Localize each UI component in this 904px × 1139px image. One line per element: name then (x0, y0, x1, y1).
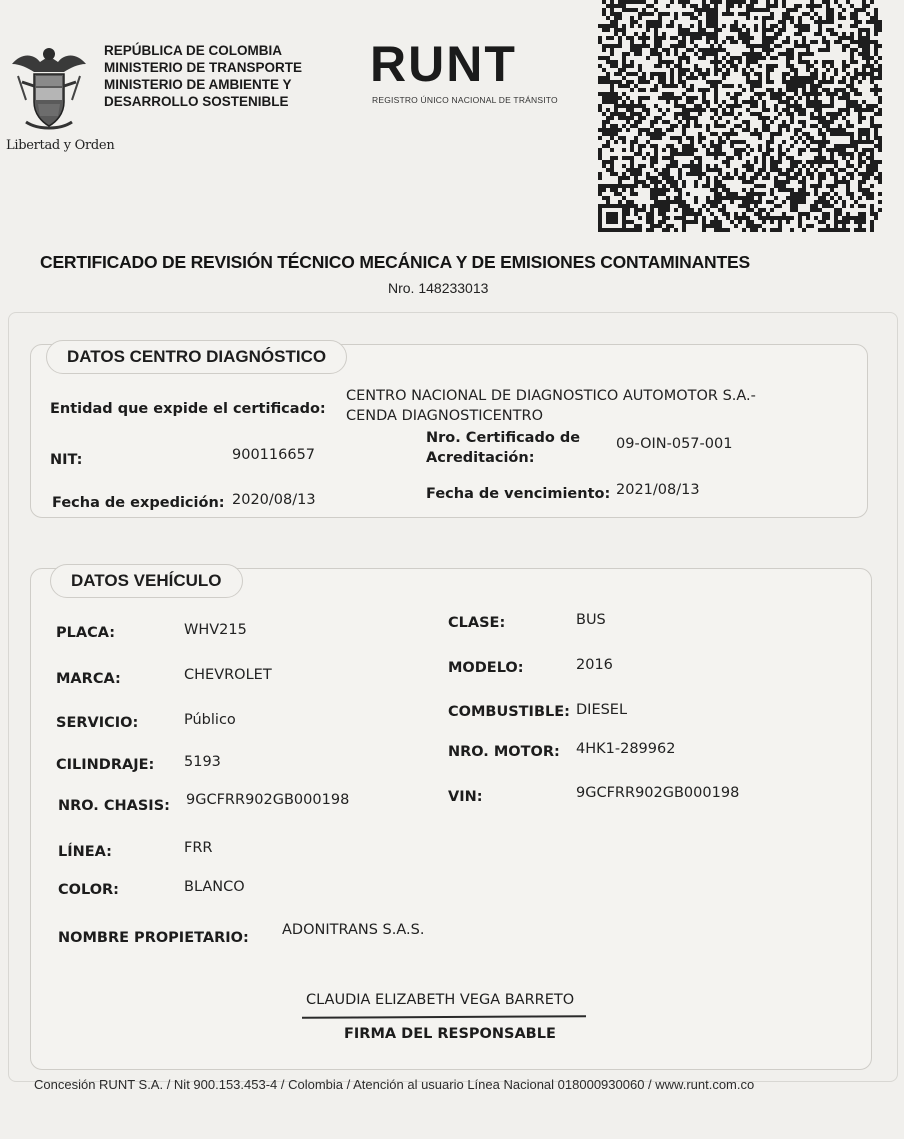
vencimiento-value: 2021/08/13 (616, 482, 700, 498)
clase-label: CLASE: (448, 615, 506, 631)
propietario-label: NOMBRE PROPIETARIO: (58, 930, 249, 946)
marca-value: CHEVROLET (184, 667, 272, 683)
ministry-line: DESARROLLO SOSTENIBLE (104, 94, 289, 109)
motor-value: 4HK1-289962 (576, 741, 676, 757)
chasis-value: 9GCFRR902GB000198 (186, 792, 350, 808)
entidad-value: CENTRO NACIONAL DE DIAGNOSTICO AUTOMOTOR S.A.- CENDA DIAGNOSTICENTRO (346, 388, 756, 424)
propietario-value: ADONITRANS S.A.S. (282, 922, 425, 938)
marca-label: MARCA: (56, 671, 121, 687)
colombia-coat-of-arms-icon (8, 42, 90, 134)
vin-value: 9GCFRR902GB000198 (576, 785, 740, 801)
combustible-label: COMBUSTIBLE: (448, 704, 570, 720)
vin-label: VIN: (448, 789, 483, 805)
ministry-line: REPÚBLICA DE COLOMBIA (104, 43, 282, 58)
linea-value: FRR (184, 840, 213, 856)
acreditacion-value: 09-OIN-057-001 (616, 436, 733, 452)
motor-label: NRO. MOTOR: (448, 744, 560, 760)
signer-name: CLAUDIA ELIZABETH VEGA BARRETO (306, 992, 575, 1008)
servicio-label: SERVICIO: (56, 715, 139, 731)
nit-value: 900116657 (232, 447, 316, 463)
expedicion-label: Fecha de expedición: (52, 495, 225, 511)
cilindraje-label: CILINDRAJE: (56, 757, 155, 773)
modelo-value: 2016 (576, 657, 613, 673)
acreditacion-label: Nro. Certificado de Acreditación: (426, 430, 581, 466)
nit-label: NIT: (50, 452, 83, 468)
ministry-line: MINISTERIO DE AMBIENTE Y (104, 77, 292, 92)
qr-code-icon (598, 0, 882, 232)
modelo-label: MODELO: (448, 660, 524, 676)
signature-label: FIRMA DEL RESPONSABLE (344, 1026, 556, 1042)
certificate-number: Nro. 148233013 (388, 280, 489, 296)
entidad-label: Entidad que expide el certificado: (50, 401, 326, 417)
expedicion-value: 2020/08/13 (232, 492, 316, 508)
centro-section-title: DATOS CENTRO DIAGNÓSTICO (46, 340, 347, 374)
linea-label: LÍNEA: (58, 844, 112, 860)
combustible-value: DIESEL (576, 702, 628, 718)
clase-value: BUS (576, 612, 606, 628)
cilindraje-value: 5193 (184, 754, 221, 770)
runt-logo: RUNT (370, 36, 517, 92)
placa-label: PLACA: (56, 625, 116, 641)
chasis-label: NRO. CHASIS: (58, 798, 170, 814)
runt-subtitle: REGISTRO ÚNICO NACIONAL DE TRÁNSITO (372, 95, 558, 105)
certificate-title: CERTIFICADO DE REVISIÓN TÉCNICO MECÁNICA Y DE EMISIONES CONTAMINANTES (40, 252, 750, 272)
footer-text: Concesión RUNT S.A. / Nit 900.153.453-4 / Colombia / Atención al usuario Línea Nacional 018000930060 / www.runt.com.co (34, 1077, 755, 1092)
motto: Libertad y Orden (6, 138, 115, 153)
servicio-value: Público (184, 712, 236, 728)
placa-value: WHV215 (184, 622, 247, 638)
color-value: BLANCO (184, 879, 245, 895)
vencimiento-label: Fecha de vencimiento: (426, 486, 611, 502)
vehiculo-section-title: DATOS VEHÍCULO (50, 564, 243, 598)
ministry-block (104, 42, 302, 110)
color-label: COLOR: (58, 882, 119, 898)
ministry-line: MINISTERIO DE TRANSPORTE (104, 60, 303, 75)
